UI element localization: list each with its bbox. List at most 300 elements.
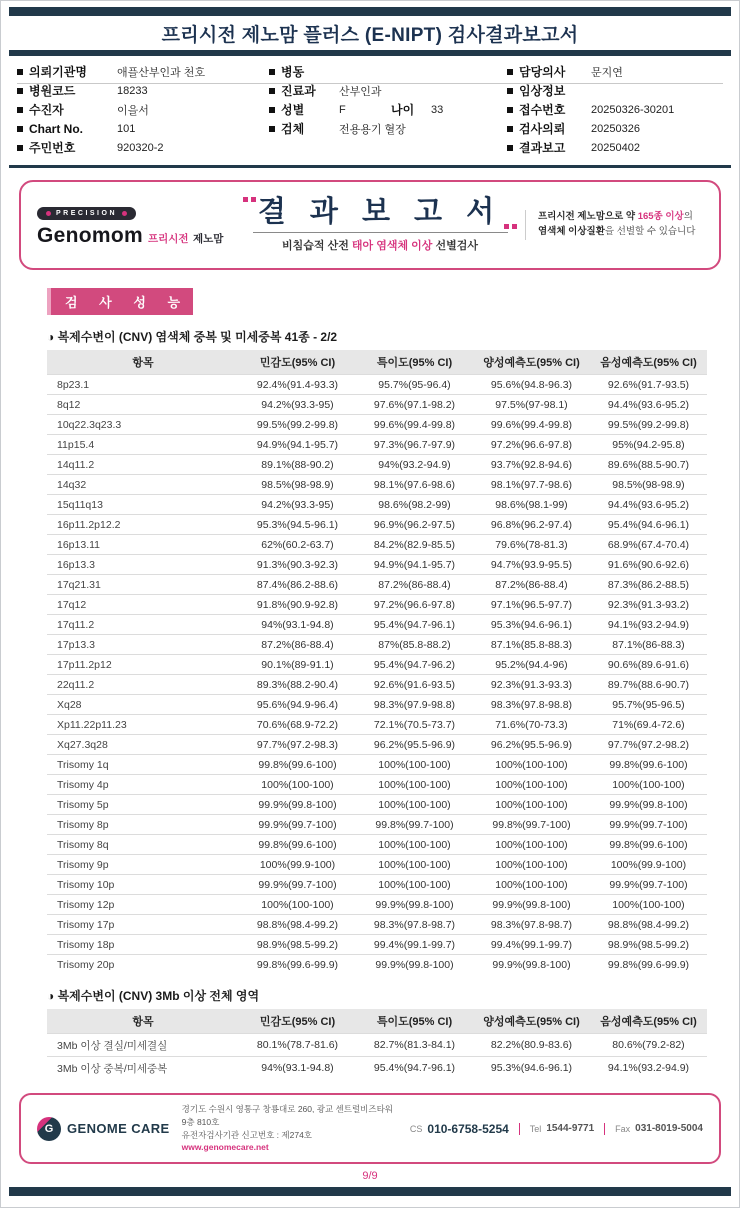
info-row-chart-no — [17, 119, 269, 138]
info-row-patient-name — [17, 100, 269, 119]
table-cell: 95.4%(94.6-96.1) — [590, 515, 707, 535]
result-report-title-text: 결 과 보 고 서 — [257, 196, 503, 229]
table-row — [47, 415, 707, 435]
table-cell: 98.3%(97.9-98.8) — [356, 695, 473, 715]
table-cell: 89.6%(88.5-90.7) — [590, 455, 707, 475]
column-header: 특이도(95% CI) — [356, 350, 473, 375]
table-cell: 62%(60.2-63.7) — [239, 535, 356, 555]
table-cell: 99.8%(99.7-100) — [473, 815, 590, 835]
bullet-square-icon — [17, 145, 23, 151]
table-cell: 94.9%(94.1-95.7) — [356, 555, 473, 575]
table-cell: 97.2%(96.6-97.8) — [473, 435, 590, 455]
table-cell: 98.5%(98-98.9) — [239, 475, 356, 495]
table-cell: 100%(100-100) — [239, 775, 356, 795]
cs-number: 010-6758-5254 — [427, 1121, 509, 1136]
table-cell: 98.5%(98-98.9) — [590, 475, 707, 495]
table-cell: 96.8%(96.2-97.4) — [473, 515, 590, 535]
table-cell: 80.6%(79.2-82) — [590, 1034, 707, 1057]
table-cell: 100%(100-100) — [356, 855, 473, 875]
table-cell: 98.9%(98.5-99.2) — [239, 935, 356, 955]
table-cell: Trisomy 20p — [47, 955, 239, 975]
table-row — [47, 875, 707, 895]
table-cell: 94.9%(94.1-95.7) — [239, 435, 356, 455]
table-cell: Trisomy 18p — [47, 935, 239, 955]
table-cell: 92.3%(91.3-93.2) — [590, 595, 707, 615]
fax-number: 031-8019-5004 — [635, 1123, 703, 1134]
table-cell: 17q11.2 — [47, 615, 239, 635]
table-cell: 99.9%(99.7-100) — [239, 815, 356, 835]
table-cell: 82.7%(81.3-84.1) — [356, 1034, 473, 1057]
bottom-rule-bar — [9, 1187, 731, 1196]
table-cell: 91.3%(90.3-92.3) — [239, 555, 356, 575]
info-value: 전용용기 혈장 — [339, 123, 406, 136]
table-cell: 98.8%(98.4-99.2) — [590, 915, 707, 935]
column-header: 항목 — [47, 350, 239, 375]
table-row — [47, 455, 707, 475]
patient-info-left-column — [17, 62, 269, 157]
genomecare-logo-icon: G — [37, 1117, 61, 1141]
table-row — [47, 895, 707, 915]
info-label: 수진자 — [29, 103, 64, 117]
table-cell: 100%(100-100) — [473, 835, 590, 855]
table-cell: 100%(100-100) — [356, 775, 473, 795]
pink-dot-icon — [122, 211, 127, 216]
result-report-title-block — [235, 197, 525, 253]
table-cell: 87.4%(86.2-88.6) — [239, 575, 356, 595]
info-label: 병원코드 — [29, 84, 76, 98]
table-cell: 98.9%(98.5-99.2) — [590, 935, 707, 955]
table-cell: 94.2%(93.3-95) — [239, 395, 356, 415]
table-cell: 95.6%(94.9-96.4) — [239, 695, 356, 715]
info-label: 주민번호 — [29, 141, 76, 155]
deco-square-icon — [251, 197, 256, 202]
table-cell: 87.2%(86-88.4) — [356, 575, 473, 595]
table-cell: 99.8%(99.6-99.9) — [239, 955, 356, 975]
genomecare-logo — [37, 1117, 170, 1141]
column-header: 민감도(95% CI) — [239, 1009, 356, 1034]
table-cell: 80.1%(78.7-81.6) — [239, 1034, 356, 1057]
table-cell: 94.4%(93.6-95.2) — [590, 395, 707, 415]
table-cell: 100%(100-100) — [473, 855, 590, 875]
table-row — [47, 1034, 707, 1057]
brand-korean-rest: 제노맘 — [192, 232, 224, 245]
section-heading-test-performance: 검 사 성 능 — [47, 288, 193, 315]
table-row — [47, 635, 707, 655]
bullet-square-icon — [269, 69, 275, 75]
cnv-performance-table-1 — [47, 350, 707, 974]
screening-note-line2: 염색체 이상질환을 선별할 수 있습니다 — [538, 226, 696, 237]
table-cell: 99.8%(99.6-99.9) — [590, 955, 707, 975]
table-cell: 94%(93.1-94.8) — [239, 615, 356, 635]
table-row — [47, 555, 707, 575]
table-cell: 99.8%(99.7-100) — [356, 815, 473, 835]
info-value: 20250326-30201 — [591, 103, 675, 116]
table-cell: 17q12 — [47, 595, 239, 615]
patient-info-section — [7, 56, 733, 165]
table-row — [47, 535, 707, 555]
table-cell: 98.6%(98.2-99) — [356, 495, 473, 515]
table-cell: 90.6%(89.6-91.6) — [590, 655, 707, 675]
table-cell: 15q11q13 — [47, 495, 239, 515]
table-cell: 91.6%(90.6-92.6) — [590, 555, 707, 575]
column-header: 음성예측도(95% CI) — [590, 1009, 707, 1034]
cnv-table1-caption: ◑ 복제수변이 (CNV) 염색체 중복 및 미세중복 41종 - 2/2 — [47, 330, 338, 344]
table-cell: 94%(93.2-94.9) — [356, 455, 473, 475]
company-address — [182, 1103, 398, 1154]
table-cell: 97.7%(97.2-98.3) — [239, 735, 356, 755]
info-row-sex-age — [269, 100, 507, 119]
table-cell: 72.1%(70.5-73.7) — [356, 715, 473, 735]
cs-label: CS — [409, 1123, 423, 1134]
bullet-square-icon — [507, 145, 513, 151]
page-number: 9/9 — [362, 1170, 378, 1182]
table-cell: 98.3%(97.8-98.8) — [473, 695, 590, 715]
table-cell: 95.4%(94.7-96.1) — [356, 615, 473, 635]
info-label: 의뢰기관명 — [29, 65, 87, 79]
table-cell: 70.6%(68.9-72.2) — [239, 715, 356, 735]
table-cell: 17q21.31 — [47, 575, 239, 595]
table-row — [47, 815, 707, 835]
table-cell: 95%(94.2-95.8) — [590, 435, 707, 455]
table-cell: 100%(100-100) — [473, 795, 590, 815]
table-cell: 93.7%(92.8-94.6) — [473, 455, 590, 475]
table-cell: 95.4%(94.7-96.1) — [356, 1057, 473, 1080]
table-cell: 99.9%(99.8-100) — [590, 795, 707, 815]
title-divider-line — [253, 232, 508, 233]
company-footer-box — [19, 1093, 721, 1164]
table-cell: 96.2%(95.5-96.9) — [473, 735, 590, 755]
screening-note — [525, 210, 703, 239]
table-row — [47, 575, 707, 595]
table-cell: 98.1%(97.6-98.6) — [356, 475, 473, 495]
table-cell: 71%(69.4-72.6) — [590, 715, 707, 735]
table-cell: 87.2%(86-88.4) — [473, 575, 590, 595]
table-cell: Trisomy 4p — [47, 775, 239, 795]
table-cell: 3Mb 이상 중복/미세중복 — [47, 1057, 239, 1080]
table-cell: 97.3%(96.7-97.9) — [356, 435, 473, 455]
info-value: 33 — [431, 103, 444, 116]
column-header: 특이도(95% CI) — [356, 1009, 473, 1034]
table-row — [47, 1057, 707, 1080]
table-cell: 100%(100-100) — [473, 875, 590, 895]
table-cell: 96.9%(96.2-97.5) — [356, 515, 473, 535]
table-cell: 8p23.1 — [47, 375, 239, 395]
table-row — [47, 795, 707, 815]
table-cell: 71.6%(70-73.3) — [473, 715, 590, 735]
bullet-square-icon — [17, 69, 23, 75]
result-report-title — [235, 197, 525, 229]
table-cell: 92.6%(91.7-93.5) — [590, 375, 707, 395]
table-cell: 94.1%(93.2-94.9) — [590, 1057, 707, 1080]
info-value: 101 — [117, 122, 136, 135]
table-cell: 94%(93.1-94.8) — [239, 1057, 356, 1080]
table-cell: 82.2%(80.9-83.6) — [473, 1034, 590, 1057]
bullet-square-icon — [507, 126, 513, 132]
patient-info-right-column — [507, 62, 723, 157]
table-cell: 98.1%(97.7-98.6) — [473, 475, 590, 495]
table-row — [47, 435, 707, 455]
table-cell: 99.4%(99.1-99.7) — [356, 935, 473, 955]
table-cell: 99.9%(99.7-100) — [590, 875, 707, 895]
info-label: 병동 — [281, 65, 305, 79]
table-cell: 87.3%(86.2-88.5) — [590, 575, 707, 595]
table-cell: 100%(100-100) — [473, 775, 590, 795]
report-title: 프리시전 제노맘 플러스 (E-NIPT) 검사결과보고서 — [161, 25, 579, 46]
table-cell: 87.1%(85.8-88.3) — [473, 635, 590, 655]
info-value: 20250402 — [591, 141, 640, 154]
bullet-square-icon — [17, 126, 23, 132]
table-row — [47, 395, 707, 415]
section-heading-wrap — [47, 288, 733, 315]
tel-number: 1544-9771 — [546, 1123, 595, 1134]
table-row — [47, 735, 707, 755]
table-cell: 100%(100-100) — [590, 895, 707, 915]
table-row — [47, 775, 707, 795]
pink-dot-icon — [46, 211, 51, 216]
table-cell: Trisomy 8q — [47, 835, 239, 855]
table-cell: 96.2%(95.5-96.9) — [356, 735, 473, 755]
table-cell: 98.8%(98.4-99.2) — [239, 915, 356, 935]
table-cell: 97.1%(96.5-97.7) — [473, 595, 590, 615]
column-header: 양성예측도(95% CI) — [473, 350, 590, 375]
tel-label: Tel — [529, 1123, 542, 1134]
table-cell: Trisomy 8p — [47, 815, 239, 835]
table-row — [47, 715, 707, 735]
table-cell: 100%(99.9-100) — [239, 855, 356, 875]
table-cell: Trisomy 12p — [47, 895, 239, 915]
table-cell: 97.6%(97.1-98.2) — [356, 395, 473, 415]
screening-note-line1: 프리시전 제노맘으로 약 165종 이상의 — [538, 211, 693, 223]
table-cell: 100%(100-100) — [356, 755, 473, 775]
table-cell: 10q22.3q23.3 — [47, 415, 239, 435]
info-value: 애플산부인과 천호 — [117, 66, 206, 79]
table-cell: 95.7%(95-96.5) — [590, 695, 707, 715]
precision-badge — [37, 207, 136, 220]
table-cell: 16p13.11 — [47, 535, 239, 555]
table-row — [47, 655, 707, 675]
genomecare-company-name: GENOME CARE — [67, 1121, 170, 1136]
info-row-specimen — [269, 119, 507, 138]
contact-block — [410, 1122, 703, 1136]
table-row — [47, 615, 707, 635]
bullet-square-icon — [269, 88, 275, 94]
table-cell: 17p11.2p12 — [47, 655, 239, 675]
info-label: 나이 — [391, 103, 415, 117]
table-cell: 99.5%(99.2-99.8) — [239, 415, 356, 435]
info-label: 검체 — [281, 122, 305, 136]
table-row — [47, 675, 707, 695]
table-cell: Xq28 — [47, 695, 239, 715]
table-header-row — [47, 1009, 707, 1034]
table-cell: 95.2%(94.4-96) — [473, 655, 590, 675]
patient-info-middle-column — [269, 62, 507, 157]
table-cell: 87.1%(86-88.3) — [590, 635, 707, 655]
table-cell: 99.4%(99.1-99.7) — [473, 935, 590, 955]
table-cell: 14q11.2 — [47, 455, 239, 475]
table-cell: 92.4%(91.4-93.3) — [239, 375, 356, 395]
info-label: 진료과 — [281, 84, 316, 98]
table-cell: 100%(100-100) — [239, 895, 356, 915]
deco-square-icon — [512, 224, 517, 229]
cnv-table2-caption: ◑ 복제수변이 (CNV) 3Mb 이상 전체 영역 — [47, 989, 260, 1003]
table-cell: 95.4%(94.7-96.2) — [356, 655, 473, 675]
column-header: 음성예측도(95% CI) — [590, 350, 707, 375]
table-cell: 95.7%(95-96.4) — [356, 375, 473, 395]
table-cell: 16p11.2p12.2 — [47, 515, 239, 535]
table-cell: 99.9%(99.7-100) — [590, 815, 707, 835]
column-header: 양성예측도(95% CI) — [473, 1009, 590, 1034]
table-cell: 87%(85.8-88.2) — [356, 635, 473, 655]
info-value: 산부인과 — [339, 85, 382, 98]
deco-square-icon — [504, 224, 509, 229]
contact-separator — [519, 1123, 520, 1135]
info-label: 임상정보 — [519, 84, 566, 98]
table-cell: 98.3%(97.8-98.7) — [473, 915, 590, 935]
table-row — [47, 955, 707, 975]
table-cell: 99.8%(99.6-100) — [239, 755, 356, 775]
table-row — [47, 755, 707, 775]
table-cell: Trisomy 17p — [47, 915, 239, 935]
table-cell: 94.4%(93.6-95.2) — [590, 495, 707, 515]
table-cell: Trisomy 9p — [47, 855, 239, 875]
table-cell: 97.2%(96.6-97.8) — [356, 595, 473, 615]
info-label: 성별 — [281, 103, 305, 117]
table-cell: 100%(100-100) — [356, 875, 473, 895]
table-cell: 11p15.4 — [47, 435, 239, 455]
info-row-receipt-no — [507, 100, 723, 119]
info-value: F — [339, 103, 346, 116]
info-divider-line — [17, 83, 723, 84]
table-cell: 99.8%(99.6-100) — [590, 835, 707, 855]
bullet-square-icon — [269, 107, 275, 113]
table-cell: 17p13.3 — [47, 635, 239, 655]
table-cell: 89.1%(88-90.2) — [239, 455, 356, 475]
table-cell: 100%(99.9-100) — [590, 855, 707, 875]
info-label: 검사의뢰 — [519, 122, 566, 136]
table-cell: 98.6%(98.1-99) — [473, 495, 590, 515]
table-cell: 22q11.2 — [47, 675, 239, 695]
precision-badge-label: PRECISION — [56, 209, 118, 217]
table-cell: 84.2%(82.9-85.5) — [356, 535, 473, 555]
table-cell: 99.9%(99.8-100) — [239, 795, 356, 815]
info-label: 접수번호 — [519, 103, 566, 117]
table-cell: 92.3%(91.3-93.3) — [473, 675, 590, 695]
table-cell: 99.9%(99.8-100) — [356, 955, 473, 975]
result-report-subtitle: 비침습적 산전 태아 염색체 이상 선별검사 — [282, 239, 478, 252]
top-rule-bar — [9, 7, 731, 16]
table-row — [47, 375, 707, 395]
table-cell: 95.3%(94.6-96.1) — [473, 615, 590, 635]
table-cell: 8q12 — [47, 395, 239, 415]
bullet-square-icon — [269, 126, 275, 132]
table-cell: 99.9%(99.8-100) — [473, 895, 590, 915]
table-cell: 3Mb 이상 결실/미세결실 — [47, 1034, 239, 1057]
info-value: 18233 — [117, 84, 148, 97]
table-cell: 99.5%(99.2-99.8) — [590, 415, 707, 435]
cnv-performance-table-2 — [47, 1009, 707, 1079]
table-cell: 14q32 — [47, 475, 239, 495]
table-cell: 99.9%(99.7-100) — [239, 875, 356, 895]
brand-name: Genomom — [37, 223, 143, 247]
info-row-org — [17, 62, 269, 81]
bullet-square-icon — [17, 107, 23, 113]
bullet-square-icon — [507, 107, 513, 113]
info-label: Chart No. — [29, 121, 83, 136]
table-row — [47, 595, 707, 615]
table-cell: 16p13.3 — [47, 555, 239, 575]
info-label: 담당의사 — [519, 65, 566, 79]
table-row — [47, 915, 707, 935]
info-value: 이을서 — [117, 104, 149, 117]
brand-line — [37, 224, 235, 248]
table-cell: 89.7%(88.6-90.7) — [590, 675, 707, 695]
address-line2: 유전자검사기관 신고번호 : 제274호 — [181, 1129, 313, 1140]
table-cell: 89.3%(88.2-90.4) — [239, 675, 356, 695]
table-cell: 99.8%(99.6-100) — [239, 835, 356, 855]
info-value: 920320-2 — [117, 141, 164, 154]
table-cell: 92.6%(91.6-93.5) — [356, 675, 473, 695]
contact-separator — [604, 1123, 605, 1135]
info-row-ward — [269, 62, 507, 81]
table-cell: 94.1%(93.2-94.9) — [590, 615, 707, 635]
table-cell: 99.9%(99.8-100) — [473, 955, 590, 975]
bullet-square-icon — [507, 69, 513, 75]
table-cell: 100%(100-100) — [590, 775, 707, 795]
table-cell: Trisomy 5p — [47, 795, 239, 815]
table-row — [47, 515, 707, 535]
result-report-header-box — [19, 180, 721, 270]
table-cell: 95.6%(94.8-96.3) — [473, 375, 590, 395]
table-cell: 99.6%(99.4-99.8) — [356, 415, 473, 435]
table-cell: Trisomy 1q — [47, 755, 239, 775]
table-cell: Trisomy 10p — [47, 875, 239, 895]
table-cell: 87.2%(86-88.4) — [239, 635, 356, 655]
table-cell: 99.9%(99.8-100) — [356, 895, 473, 915]
info-row-doctor — [507, 62, 723, 81]
info-label: 결과보고 — [519, 141, 566, 155]
table-cell: Xp11.22p11.23 — [47, 715, 239, 735]
bullet-square-icon — [507, 88, 513, 94]
table-cell: Xq27.3q28 — [47, 735, 239, 755]
table-row — [47, 495, 707, 515]
table-cell: 99.6%(99.4-99.8) — [473, 415, 590, 435]
table-cell: 94.2%(93.3-95) — [239, 495, 356, 515]
info-row-report-date — [507, 138, 723, 157]
info-value: 20250326 — [591, 122, 640, 135]
info-row-resident-no — [17, 138, 269, 157]
table-cell: 100%(100-100) — [356, 795, 473, 815]
table-row — [47, 835, 707, 855]
bullet-square-icon — [17, 88, 23, 94]
table-cell: 98.3%(97.8-98.7) — [356, 915, 473, 935]
table-cell: 95.3%(94.6-96.1) — [473, 1057, 590, 1080]
info-row-request-date — [507, 119, 723, 138]
deco-square-icon — [243, 197, 248, 202]
table-cell: 79.6%(78-81.3) — [473, 535, 590, 555]
address-line1: 경기도 수원시 영통구 창룡대로 260, 광교 센트럴비즈타워 9층 810호 — [181, 1104, 393, 1127]
table-cell: 95.3%(94.5-96.1) — [239, 515, 356, 535]
fax-label: Fax — [615, 1123, 631, 1134]
brand-korean-accent: 프리시전 — [147, 232, 189, 245]
table-row — [47, 855, 707, 875]
table-row — [47, 475, 707, 495]
table-cell: 97.5%(97-98.1) — [473, 395, 590, 415]
column-header: 항목 — [47, 1009, 239, 1034]
table-row — [47, 935, 707, 955]
table-row — [47, 695, 707, 715]
info-value: 문지연 — [591, 66, 623, 79]
table-cell: 99.8%(99.6-100) — [590, 755, 707, 775]
